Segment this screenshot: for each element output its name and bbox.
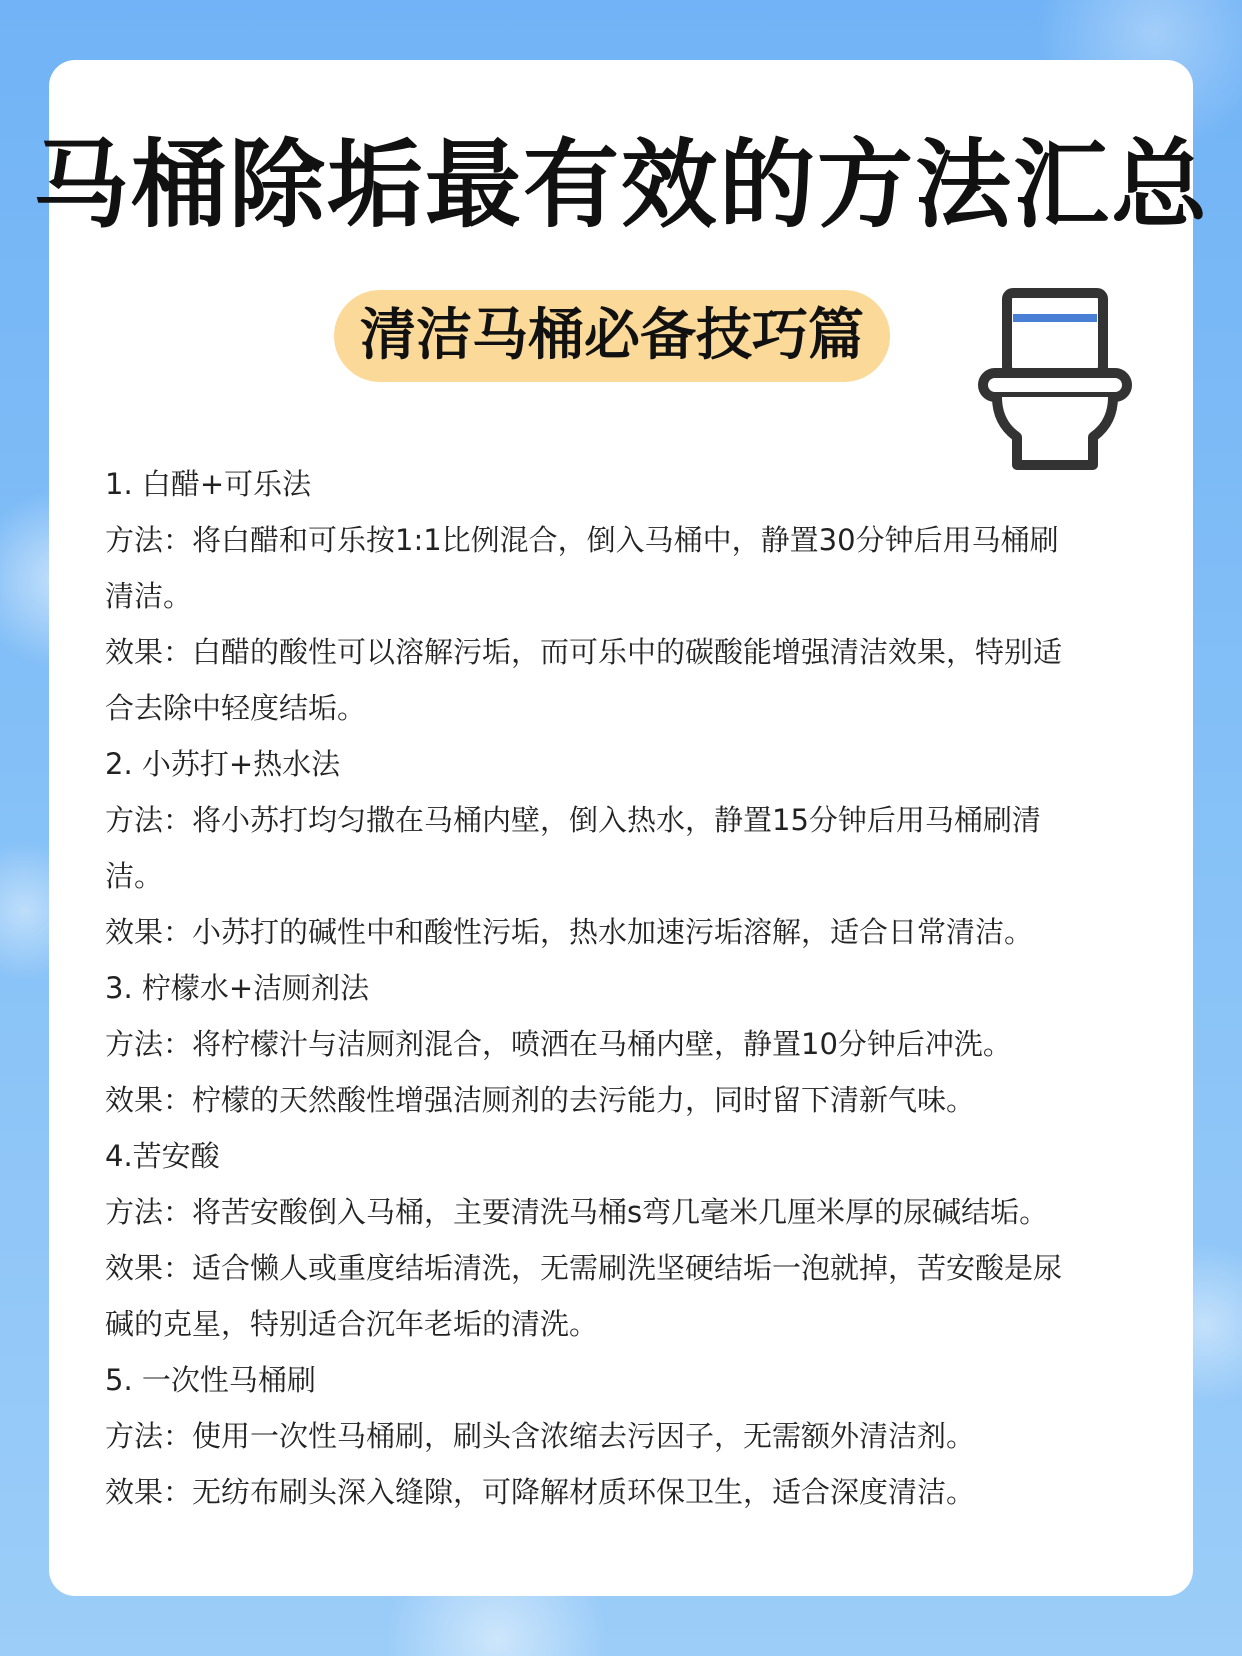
tip-2-method: 方法：将小苏打均匀撒在马桶内壁，倒入热水，静置15分钟后用马桶刷清 xyxy=(105,803,1041,837)
tip-5-method: 方法：使用一次性马桶刷，刷头含浓缩去污因子，无需额外清洁剂。 xyxy=(105,1419,976,1453)
tip-4-effect-cont: 碱的克星，特别适合沉年老垢的清洗。 xyxy=(105,1307,599,1341)
tip-2-method-cont: 洁。 xyxy=(105,859,164,893)
tip-2-heading: 2. 小苏打+热水法 xyxy=(105,747,341,781)
tip-3-method: 方法：将柠檬汁与洁厕剂混合，喷洒在马桶内壁，静置10分钟后冲洗。 xyxy=(105,1027,1012,1061)
tip-1-method-cont: 清洁。 xyxy=(105,579,193,613)
page-title: 马桶除垢最有效的方法汇总 xyxy=(33,129,1209,241)
tip-1-method: 方法：将白醋和可乐按1:1比例混合，倒入马桶中，静置30分钟后用马桶刷 xyxy=(105,523,1059,557)
tip-1-effect: 效果：白醋的酸性可以溶解污垢，而可乐中的碳酸能增强清洁效果，特别适 xyxy=(105,635,1063,669)
tip-3-heading: 3. 柠檬水+洁厕剂法 xyxy=(105,971,370,1005)
tip-4-method: 方法：将苦安酸倒入马桶，主要清洗马桶s弯几毫米几厘米厚的尿碱结垢。 xyxy=(105,1195,1049,1229)
tip-1-heading: 1. 白醋+可乐法 xyxy=(105,467,312,501)
tip-3-effect: 效果：柠檬的天然酸性增强洁厕剂的去污能力，同时留下清新气味。 xyxy=(105,1083,976,1117)
tips-list xyxy=(105,456,1165,1520)
tip-4-effect: 效果：适合懒人或重度结垢清洗，无需刷洗坚硬结垢一泡就掉，苦安酸是尿 xyxy=(105,1251,1063,1285)
subtitle: 清洁马桶必备技巧篇 xyxy=(360,303,864,368)
toilet-icon xyxy=(975,285,1135,475)
tip-1-effect-cont: 合去除中轻度结垢。 xyxy=(105,691,367,725)
tip-5-effect: 效果：无纺布刷头深入缝隙，可降解材质环保卫生，适合深度清洁。 xyxy=(105,1475,976,1509)
tip-4-heading: 4.苦安酸 xyxy=(105,1139,220,1173)
tip-2-effect: 效果：小苏打的碱性中和酸性污垢，热水加速污垢溶解，适合日常清洁。 xyxy=(105,915,1034,949)
tip-5-heading: 5. 一次性马桶刷 xyxy=(105,1363,316,1397)
